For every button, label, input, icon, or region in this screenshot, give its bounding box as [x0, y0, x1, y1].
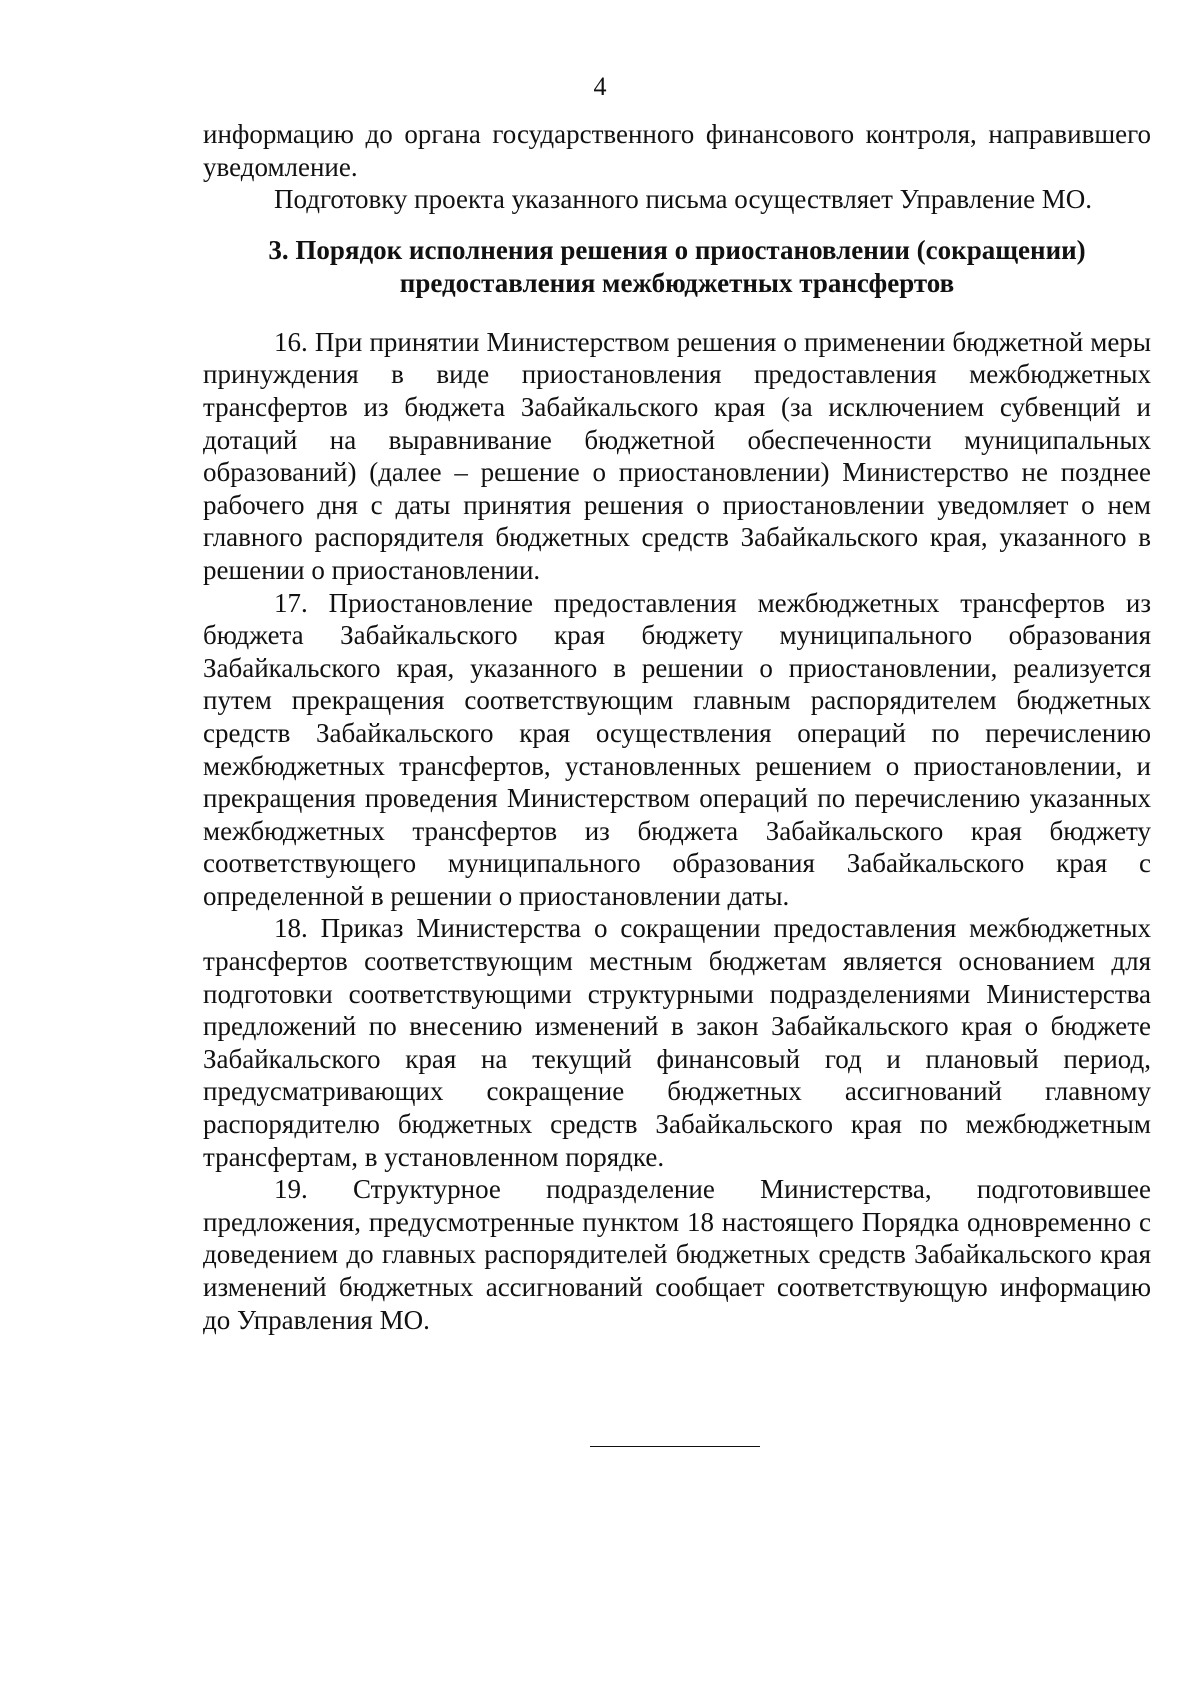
paragraph-18: 18. Приказ Министерства о сокращении предоставления межбюджетных трансфертов соответствующим местным бюджетам является основанием для подготовки соответствующими структурными подразделениями Министерства предложений по внесению изменений в закон Забайкальского края о бюджете Забайкальского края на текущий финансовый год и плановый период, предусматривающих сокращение бюджетных ассигнований главному распорядителю бюджетных средств Забайкальского края по межбюджетным трансфертам, в установленном порядке. [203, 913, 1151, 1172]
paragraph-continuation: информацию до органа государственного финансового контроля, направившего уведомление. [203, 119, 1151, 182]
paragraph-prep-note: Подготовку проекта указанного письма осуществляет Управление МО. [274, 184, 1093, 215]
paragraph-19: 19. Структурное подразделение Министерства, подготовившее предложения, предусмотренные пунктом 18 настоящего Порядка одновременно с доведением до главных распорядителей бюджетных средств Забайкальского края изменений бюджетных ассигнований сообщает соответствующую информацию до Управления МО. [203, 1174, 1151, 1335]
section-heading-line-1: 3. Порядок исполнения решения о приостановлении (сокращении) [268, 234, 1086, 265]
document-body [203, 118, 1151, 1336]
paragraph-16: 16. При принятии Министерством решения о применении бюджетной меры принуждения в виде приостановления предоставления межбюджетных трансфертов из бюджета Забайкальского края (за исключением субвенций и дотаций на выравнивание бюджетной обеспеченности муниципальных образований) (далее – решение о приостановлении) Министерство не позднее рабочего дня с даты принятия решения о приостановлении уведомляет о нем главного распорядителя бюджетных средств Забайкальского края, указанного в решении о приостановлении. [203, 326, 1151, 585]
section-heading-line-2: предоставления межбюджетных трансфертов [399, 267, 955, 298]
page-number: 4 [593, 72, 607, 101]
closing-rule [590, 1446, 760, 1447]
paragraph-17: 17. Приостановление предоставления межбюджетных трансфертов из бюджета Забайкальского края бюджету муниципального образования Забайкальского края, указанного в решении о приостановлении, реализуется путем прекращения соответствующим главным распорядителем бюджетных средств Забайкальского края осуществления операций по перечислению межбюджетных трансфертов, установленных решением о приостановлении, и прекращения проведения Министерством операций по перечислению указанных межбюджетных трансфертов из бюджета Забайкальского края бюджету соответствующего муниципального образования Забайкальского края с определенной в решении о приостановлении даты. [203, 587, 1151, 911]
heading-spacer [203, 300, 1151, 326]
section-heading [203, 234, 1151, 300]
